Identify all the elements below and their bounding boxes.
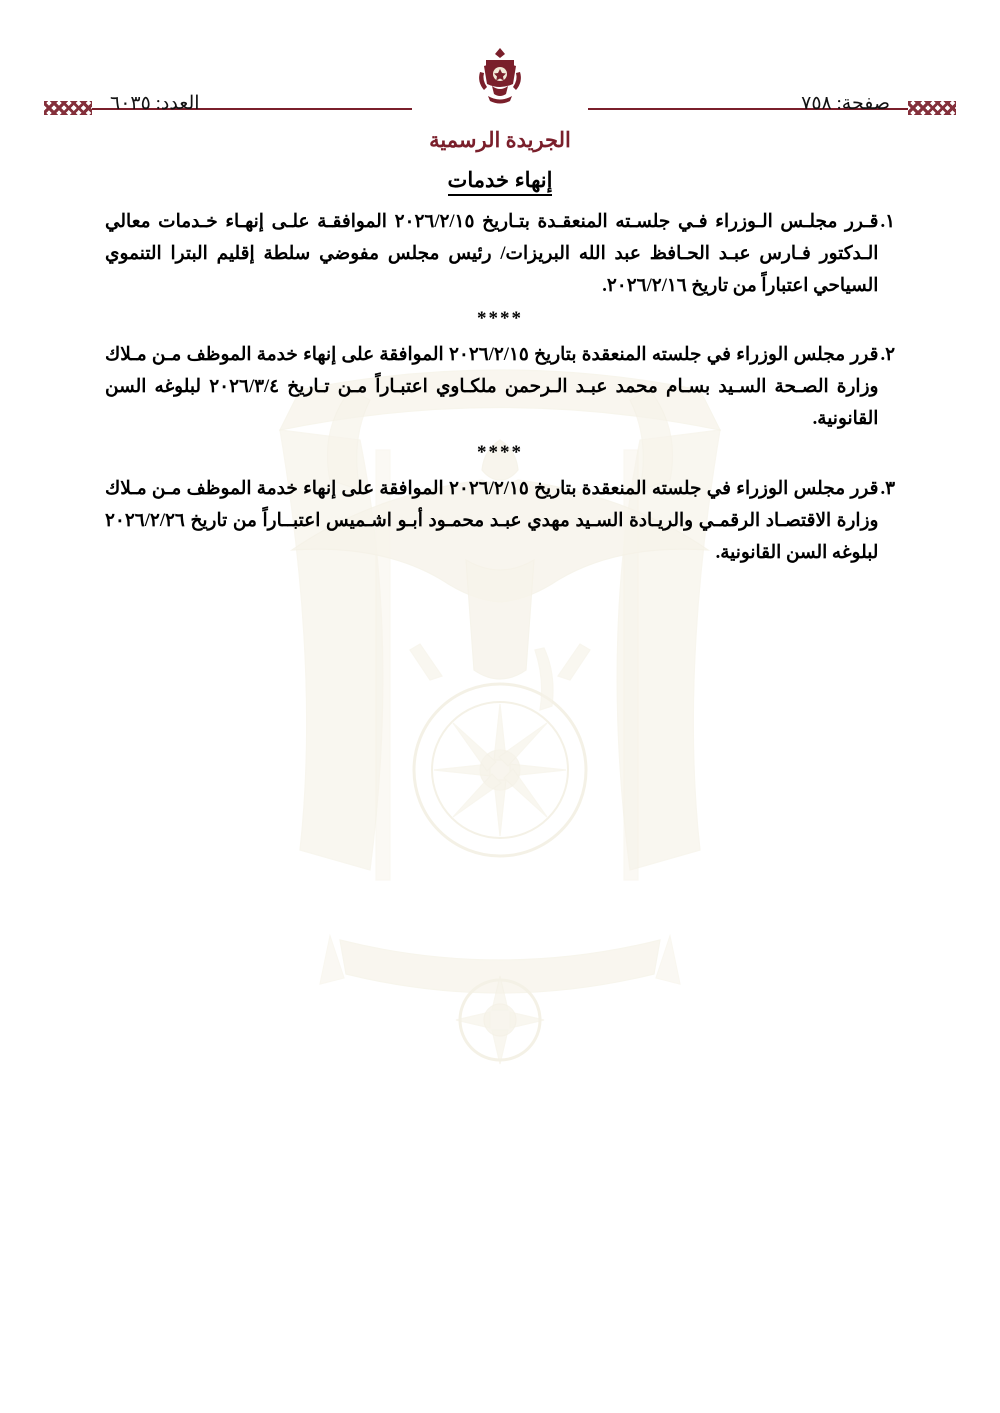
item-number: ٣. bbox=[880, 478, 895, 499]
page-number: صفحة: ٧٥٨ bbox=[801, 93, 890, 114]
item-text: قرر مجلس الوزراء في جلسته المنعقدة بتاريخ ٢٠٢٦/٢/١٥ الموافقة على إنهاء خدمة الموظف مـن مـلاك وزارة الاقتصـاد الرقمـي والريـادة السـيد مهدي عبـد محمـود أبـو اشـميس اعتبــاراً من تاريخ ٢٠٢٦/٢/٢٦ لبلوغه السن القانونية. bbox=[105, 478, 879, 563]
item-number: ٢. bbox=[880, 345, 895, 366]
item-separator: **** bbox=[477, 441, 523, 463]
ornament-left bbox=[44, 101, 92, 115]
gazette-title: الجريدة الرسمية bbox=[429, 128, 571, 152]
section-title bbox=[105, 168, 895, 193]
decision-item bbox=[105, 340, 895, 435]
page-header bbox=[0, 0, 1000, 160]
document-body bbox=[105, 168, 895, 575]
item-text: قـرر مجلـس الـوزراء فـي جلسـته المنعقـدة بتـاريخ ٢٠٢٦/٢/١٥ الموافقـة علـى إنهـاء خـدمات معالي الـدكتور فـارس عبـد الحـافظ عبد الله البريزات/ رئيس مجلس مفوضي سلطة إقليم البترا التنموي السياحي اعتباراً من تاريخ ٢٠٢٦/٢/١٦. bbox=[105, 212, 879, 296]
ornament-right bbox=[908, 101, 956, 115]
decision-item bbox=[105, 207, 895, 302]
item-separator: **** bbox=[477, 308, 523, 330]
decision-item bbox=[105, 474, 895, 569]
jordan-coat-of-arms-icon bbox=[472, 46, 528, 108]
section-title-text: إنهاء خدمات bbox=[448, 169, 553, 196]
issue-number: العدد: ٦٠٣٥ bbox=[110, 93, 200, 114]
item-number: ١. bbox=[880, 212, 895, 232]
item-text: قرر مجلس الوزراء في جلسته المنعقدة بتاريخ ٢٠٢٦/٢/١٥ الموافقة على إنهاء خدمة الموظف مـن مـلاك وزارة الصـحة السـيد بسـام محمد عبـد الـرحمن ملكـاوي اعتبـاراً مـن تـاريخ ٢٠٢٦/٣/٤ لبلوغه السن القانونية. bbox=[105, 345, 879, 430]
